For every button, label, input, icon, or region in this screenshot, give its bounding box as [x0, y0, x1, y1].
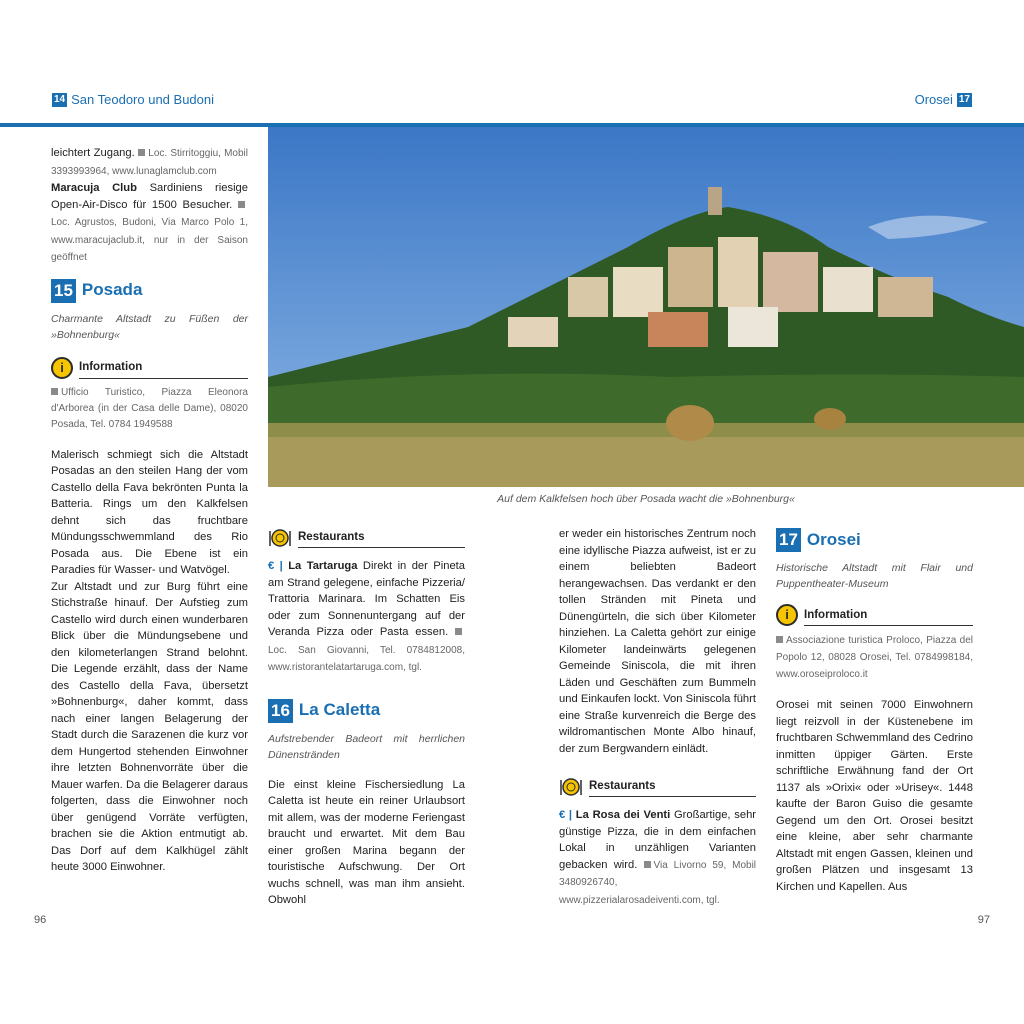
body-paragraph: Zur Altstadt und zur Burg führt eine Stichstraße hinauf. Der Aufstieg zum Castello wird durch einen wunderbaren Blick über die Mündungsebene und den kilometerlangen Strand belohnt. Die Legende erzählt, dass der Name des Castello della Fava, übersetzt »Bohnenburg«, daher kommt, dass nach einer langen Belagerung der Stadt durch die Sarazenen die kurz vor dem Hungertod stehenden Einwohner ihre letzten Bohnenvorräte über die Mauer warfen. Da die Belagerer daraus folgerten, dass die Einwohner noch über genügend Vorräte verfügten, brachen sie die Aktion entmutigt ab. Das Dorf auf dem Kalkhügel zählt heute 3000 Einwohner. [51, 580, 248, 873]
restaurants-bar [559, 777, 756, 797]
restaurant-meta: Via Livorno 59, Mobil 3480926740, www.pizzerialarosadeiventi.com, tgl. [559, 859, 757, 906]
restaurant-name: La Tartaruga [288, 560, 358, 572]
entry-text: leichtert Zugang. [51, 147, 135, 159]
info-icon: i [776, 604, 798, 626]
section-title: Posada [81, 280, 143, 300]
club-entry [51, 180, 248, 267]
posada-photo [268, 127, 1024, 487]
restaurants-label: Restaurants [298, 529, 465, 549]
information-text [51, 385, 248, 433]
club-meta: Loc. Agrustos, Budoni, Via Marco Polo 1, www.maracujaclub.it, nur in der Saison geöffnet [51, 217, 248, 263]
body-paragraph: Malerisch schmiegt sich die Altstadt Posadas an den steilen Hang der vom Castello della Fava bekrönten Punta la Batteria. Rings um den Kalkfelsen dehnt sich das fruchtbare Mündungsschwemmland des Rio Posada aus. Die Ebene ist ein Paradies für Wasser- und Watvögel. [51, 448, 248, 576]
section-heading-orosei [776, 528, 973, 552]
column-4 [776, 528, 973, 895]
column-2 [268, 528, 465, 909]
chapter-title-right: Orosei [914, 92, 953, 107]
running-header-right [915, 92, 972, 107]
chapter-number-badge: 17 [958, 93, 970, 105]
running-header-left [52, 92, 214, 107]
club-name: Maracuja Club [51, 182, 137, 194]
photo-caption: Auf dem Kalkfelsen hoch über Posada wacht die »Bohnenburg« [497, 493, 795, 505]
section-subtitle: Historische Altstadt mit Flair und Puppentheater-Museum [776, 562, 973, 590]
chapter-number-badge: 14 [54, 93, 66, 105]
restaurant-plate-icon [559, 777, 583, 797]
restaurant-meta: Loc. San Giovanni, Tel. 0784812008, www.ristorantelatartaruga.com, tgl. [268, 644, 465, 673]
information-bar [51, 357, 248, 379]
column-3 [559, 526, 756, 909]
info-icon: i [51, 357, 73, 379]
page-number-left: 96 [34, 914, 47, 926]
information-label: Information [804, 607, 973, 627]
column-1 [51, 145, 248, 876]
price-category: € | [559, 809, 573, 821]
restaurant-name: La Rosa dei Venti [575, 809, 671, 821]
information-value: Associazione turistica Proloco, Piazza del Popolo 12, 08028 Orosei, Tel. 0784998184, www.oroseiproloco.it [776, 635, 973, 680]
body-paragraph: er weder ein historisches Zentrum noch eine idyllische Piazza aufweist, ist er zu einem beliebten Badeort herangewachsen. Das verdankt er den tollen Stränden mit Pineta und Dünengürteln, die sich über Kilometer hinziehen. La Caletta gehört zur einige Kilometer landeinwärts gelegenen Gemeinde Siniscola, die mit ihren Läden und Geschäften zum Bummeln und Einkaufen lockt. Von Siniscola führt eine Straße kurvenreich die Berge des wildromantischen Monte Albo hinauf, der zum Bergwandern einlädt. [559, 528, 756, 755]
entry-meta: Loc. Stirritoggiu, Mobil 3393993964, www.lunaglamclub.com [51, 148, 249, 177]
address-marker-icon [776, 636, 783, 643]
section-title: La Caletta [298, 700, 381, 720]
restaurants-label: Restaurants [589, 778, 756, 798]
restaurants-bar [268, 528, 465, 548]
price-category: € | [268, 560, 283, 572]
club-entry-end [51, 145, 248, 180]
section-heading-la-caletta [268, 699, 465, 723]
information-bar [776, 604, 973, 626]
information-text [776, 632, 973, 683]
address-marker-icon [138, 149, 145, 156]
address-marker-icon [51, 388, 58, 395]
section-number: 16 [268, 699, 293, 723]
body-paragraph: Orosei mit seinen 7000 Einwohnern liegt reizvoll in der Küstenebene im fruchtbaren Schwemmland des Cedrino inmitten üppiger Gärten. Erste schriftliche Erwähnung fand der Ort 1137 als »Orixi« oder »Urisey«. 1448 kaufte der Baron Guiso die gesamte Gegend um den Ort. Orosei besitzt eine kleine, aber sehr charmante Altstadt mit engen Gassen, kleinen und großen Plätzen und insgesamt 13 Kirchen und Kapellen. Aus [776, 699, 973, 893]
information-value: Ufficio Turistico, Piazza Eleonora d'Arborea (in der Casa delle Dame), 08020 Posada, Tel. 0784 1949588 [51, 386, 248, 430]
club-text: Sardiniens riesige Open-Air-Disco für 1500 Besucher. [51, 182, 248, 211]
address-marker-icon [455, 628, 462, 635]
restaurant-entry [559, 807, 756, 909]
body-paragraph: Die einst kleine Fischersiedlung La Caletta ist heute ein reiner Urlaubsort mit allem, was der moderne Feriengast braucht und erwartet. Mit dem Bau einer großen Marina begann der touristische Aufschwung. Der Ort wuchs schnell, was man ihm ansieht. Obwohl [268, 778, 465, 906]
restaurant-plate-icon [268, 528, 292, 548]
section-title: Orosei [806, 529, 861, 549]
section-heading-posada [51, 279, 248, 303]
address-marker-icon [644, 861, 651, 868]
section-number: 17 [776, 528, 801, 552]
restaurant-text: Großartige, sehr günstige Pizza, die in dem einfachen Lokal in unzähligen Varianten gebacken wird. [559, 809, 757, 871]
section-number: 15 [51, 279, 76, 303]
page-number-right: 97 [977, 914, 990, 926]
information-label: Information [79, 359, 248, 379]
address-marker-icon [238, 201, 245, 208]
restaurant-entry [268, 558, 465, 677]
chapter-title-left: San Teodoro und Budoni [71, 92, 215, 107]
restaurant-text: Direkt in der Pineta am Strand gelegene, einfache Pizzeria/ Trattoria Marinara. Im Schatten Eis oder zum Sonnenuntergang auf der Veranda Pizza oder Pasta essen. [268, 560, 466, 638]
section-subtitle: Aufstrebender Badeort mit herrlichen Dünenstränden [268, 732, 465, 761]
section-subtitle: Charmante Altstadt zu Füßen der »Bohnenburg« [51, 312, 248, 341]
